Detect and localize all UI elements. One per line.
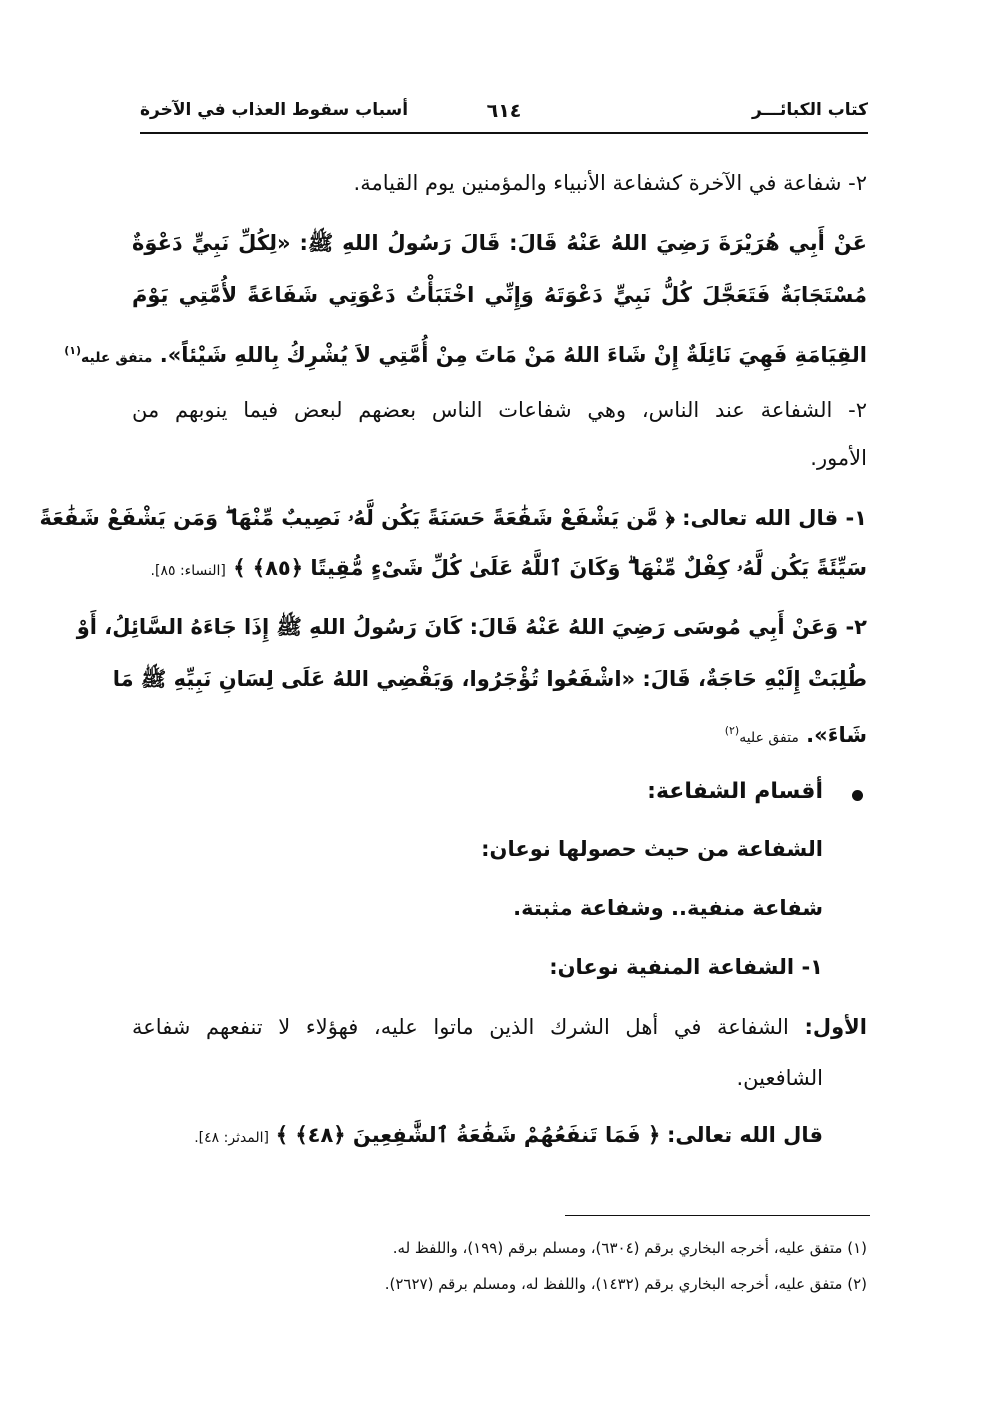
verse-1-reference: [النساء: ٨٥]. — [150, 563, 226, 579]
hadith-2-text: شَاءَ». — [806, 723, 867, 747]
verse-1-line-1: ١- قال الله تعالى: ﴿ مَّن يَشْفَعْ شَفَٰعَةً حَسَنَةً يَكُن لَّهُۥ نَصِيبٌ مِّنْهَا ۖ وَمَن يَشْفَعْ شَفَٰعَةً — [39, 506, 867, 530]
hadith-2-line-1: ٢- وَعَنْ أَبِي مُوسَى رَضِيَ اللهُ عَنْهُ قَالَ: كَانَ رَسُولُ اللهِ ﷺ إِذَا جَاءَهُ السَّائِلُ، أَوْ — [76, 615, 867, 639]
verse-2-intro: قال الله تعالى: — [666, 1123, 823, 1147]
hadith-2-grading: متفق عليه — [739, 730, 799, 746]
verse-1-text: سَيِّئَةً يَكُن لَّهُۥ كِفْلٌ مِّنْهَا ۗ وَكَانَ ٱللَّهُ عَلَىٰ كُلِّ شَىْءٍ مُّقِيتًا ﴿٨٥﴾ ﴾ — [233, 556, 867, 580]
bullet-icon — [852, 790, 863, 801]
types-summary: شفاعة منفية.. وشفاعة مثبتة. — [513, 896, 823, 920]
paragraph-intercession-people-line-2: الأمور. — [810, 446, 867, 470]
hadith-1-text: القِيَامَةِ فَهِيَ نَائِلَةٌ إِنْ شَاءَ اللهُ مَنْ مَاتَ مِنْ أُمَّتِي لاَ يُشْرِكُ بِاللهِ شَيْئاً». — [159, 343, 867, 367]
running-header — [140, 92, 868, 134]
hadith-1-line-2: مُسْتَجَابَةٌ فَتَعَجَّلَ كُلُّ نَبِيٍّ دَعْوَتَهُ وَإِنِّي اخْتَبَأْتُ دَعْوَتِي شَفَاعَةً لأُمَّتِي يَوْمَ — [132, 283, 867, 307]
first-type-text: الشفاعة في أهل الشرك الذين ماتوا عليه، فهؤلاء لا تنفعهم شفاعة — [132, 1015, 789, 1039]
hadith-1-grading: متفق عليه — [81, 350, 153, 366]
footnote-1: (١) متفق عليه، أخرجه البخاري برقم (٦٣٠٤)، ومسلم برقم (١٩٩)، واللفظ له. — [392, 1239, 867, 1257]
verse-2-reference: [المدثر: ٤٨]. — [194, 1130, 270, 1146]
footnote-2: (٢) متفق عليه، أخرجه البخاري برقم (١٤٣٢)، واللفظ له، ومسلم برقم (٢٦٢٧). — [384, 1275, 867, 1293]
footnote-ref-1: (١) — [64, 344, 81, 357]
verse-1-line-2 — [132, 553, 867, 586]
first-type-line-2: الشافعين. — [736, 1066, 823, 1090]
first-type-line-1 — [132, 1012, 867, 1042]
subheading-types: الشفاعة من حيث حصولها نوعان: — [481, 837, 823, 861]
footnote-ref-2: (٢) — [724, 724, 740, 737]
footnote-separator — [565, 1215, 870, 1216]
paragraph-intercession-people-line-1: ٢- الشفاعة عند الناس، وهي شفاعات الناس بعضهم لبعض فيما ينوبهم من — [132, 398, 867, 422]
hadith-2-line-2: طُلِبَتْ إِلَيْهِ حَاجَةٌ، قَالَ: «اشْفَعُوا تُؤْجَرُوا، وَيَقْضِي اللهُ عَلَى لِسَانِ نَبِيِّهِ ﷺ مَا — [112, 667, 867, 691]
section-heading: أقسام الشفاعة: — [647, 779, 823, 804]
hadith-2-line-3 — [132, 716, 867, 753]
first-type-label: الأول: — [804, 1015, 867, 1039]
verse-2-line — [133, 1120, 823, 1153]
verse-2-text: ﴿ فَمَا تَنفَعُهُمْ شَفَٰعَةُ ٱلشَّٰفِعِينَ ﴿٤٨﴾ ﴾ — [275, 1123, 661, 1147]
book-title: كتاب الكبائـــر — [751, 100, 868, 120]
subheading-negated: ١- الشفاعة المنفية نوعان: — [549, 955, 823, 979]
page-number: ٦١٤ — [486, 100, 522, 122]
paragraph-intercession-hereafter: ٢- شفاعة في الآخرة كشفاعة الأنبياء والمؤمنين يوم القيامة. — [353, 171, 867, 195]
hadith-1-line-1: عَنْ أَبِي هُرَيْرَةَ رَضِيَ اللهُ عَنْهُ قَالَ: قَالَ رَسُولُ اللهِ ﷺ: «لِكُلِّ نَبِيٍّ دَعْوَةٌ — [132, 231, 867, 255]
chapter-title: أسباب سقوط العذاب في الآخرة — [140, 100, 409, 120]
hadith-1-line-3 — [64, 336, 867, 373]
